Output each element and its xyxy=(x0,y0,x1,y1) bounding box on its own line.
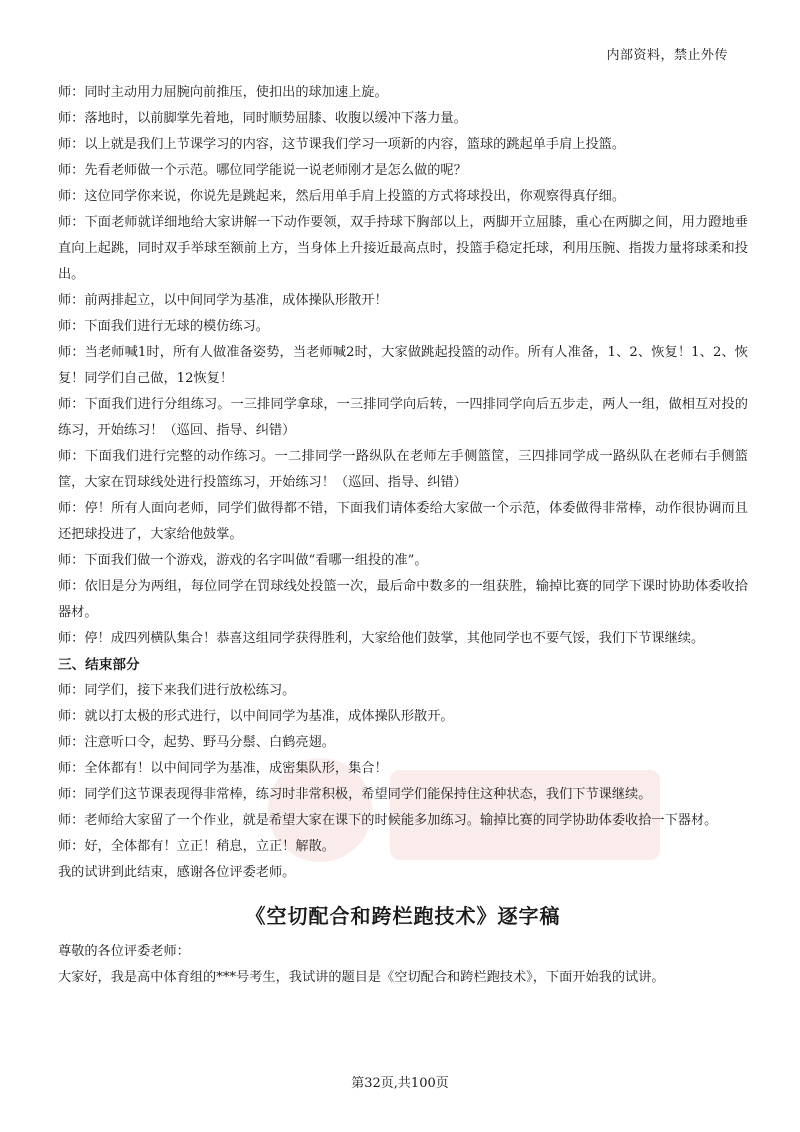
paragraph: 大家好，我是高中体育组的***号考生，我试讲的题目是《空切配合和跨栏跑技术》，下面开始我的试讲。 xyxy=(58,970,665,985)
document-title: 《空切配合和跨栏跑技术》逐字稿 xyxy=(245,904,561,928)
paragraph: 我的试讲到此结束，感谢各位评委老师。 xyxy=(58,865,296,880)
intro-block xyxy=(58,939,748,991)
paragraph: 师：前两排起立，以中间同学为基准，成体操队形散开！ xyxy=(58,293,388,308)
paragraph: 师：好，全体都有！立正！稍息，立正！解散。 xyxy=(58,839,335,854)
section-heading: 三、结束部分 xyxy=(58,657,140,673)
document-body xyxy=(58,80,748,991)
paragraph: 师：这位同学你来说，你说先是跳起来，然后用单手肩上投篮的方式将球投出，你观察得真仔细。 xyxy=(58,189,626,204)
paragraph: 师：当老师喊1时，所有人做准备姿势，当老师喊2时，大家做跳起投篮的动作。所有人准备，1、2、恢复！1、2、恢复！同学们自己做，12恢复！ xyxy=(58,345,748,386)
paragraph: 师：同学们，接下来我们进行放松练习。 xyxy=(58,683,296,698)
paragraph: 尊敬的各位评委老师： xyxy=(58,944,190,959)
paragraph: 师：同时主动用力屈腕向前推压，使扣出的球加速上旋。 xyxy=(58,85,388,100)
page-number: 第32页,共100页 xyxy=(351,1076,449,1091)
confidential-note: 内部资料，禁止外传 xyxy=(606,48,728,63)
paragraph: 师：停！所有人面向老师，同学们做得都不错，下面我们请体委给大家做一个示范，体委做得非常棒，动作很协调而且还把球投进了，大家给他鼓掌。 xyxy=(58,501,748,542)
paragraph: 师：依旧是分为两组，每位同学在罚球线处投篮一次，最后命中数多的一组获胜，输掉比赛的同学下课时协助体委收拾器材。 xyxy=(58,579,748,620)
paragraph: 师：下面我们做一个游戏，游戏的名字叫做“看哪一组投的准”。 xyxy=(58,553,428,568)
paragraph: 师：老师给大家留了一个作业，就是希望大家在课下的时候能多加练习。输掉比赛的同学协助体委收拾一下器材。 xyxy=(58,813,718,828)
paragraph: 师：先看老师做一个示范。哪位同学能说一说老师刚才是怎么做的呢？ xyxy=(58,163,467,178)
paragraph: 师：下面我们进行分组练习。一三排同学拿球，一三排同学向后转，一四排同学向后五步走，两人一组，做相互对投的练习，开始练习！（巡回、指导、纠错） xyxy=(58,397,748,438)
paragraph: 师：停！成四列横队集合！恭喜这组同学获得胜利，大家给他们鼓掌，其他同学也不要气馁，我们下节课继续。 xyxy=(58,631,705,646)
paragraph: 师：下面我们进行无球的模仿练习。 xyxy=(58,319,269,334)
paragraph: 师：下面老师就详细地给大家讲解一下动作要领，双手持球下胸部以上，两脚开立屈膝，重心在两脚之间，用力蹬地垂直向上起跳，同时双手举球至额前上方，当身体上升接近最高点时，投篮手稳定托球，利用压腕、指拨力量将球柔和投出。 xyxy=(58,215,748,282)
dialogue-block-closing xyxy=(58,678,748,886)
paragraph: 师：下面我们进行完整的动作练习。一二排同学一路纵队在老师左手侧篮筐，三四排同学成一路纵队在老师右手侧篮筐，大家在罚球线处进行投篮练习，开始练习！（巡回、指导、纠错） xyxy=(58,449,748,490)
paragraph: 师：全体都有！以中间同学为基准，成密集队形，集合！ xyxy=(58,761,388,776)
paragraph: 师：就以打太极的形式进行，以中间同学为基准，成体操队形散开。 xyxy=(58,709,454,724)
dialogue-block-main xyxy=(58,80,748,652)
paragraph: 师：以上就是我们上节课学习的内容，这节课我们学习一项新的内容，篮球的跳起单手肩上投篮。 xyxy=(58,137,626,152)
paragraph: 师：同学们这节课表现得非常棒，练习时非常积极，希望同学们能保持住这种状态，我们下节课继续。 xyxy=(58,787,652,802)
paragraph: 师：注意听口令，起势、野马分鬃、白鹤亮翅。 xyxy=(58,735,335,750)
paragraph: 师：落地时，以前脚掌先着地，同时顺势屈膝、收腹以缓冲下落力量。 xyxy=(58,111,467,126)
